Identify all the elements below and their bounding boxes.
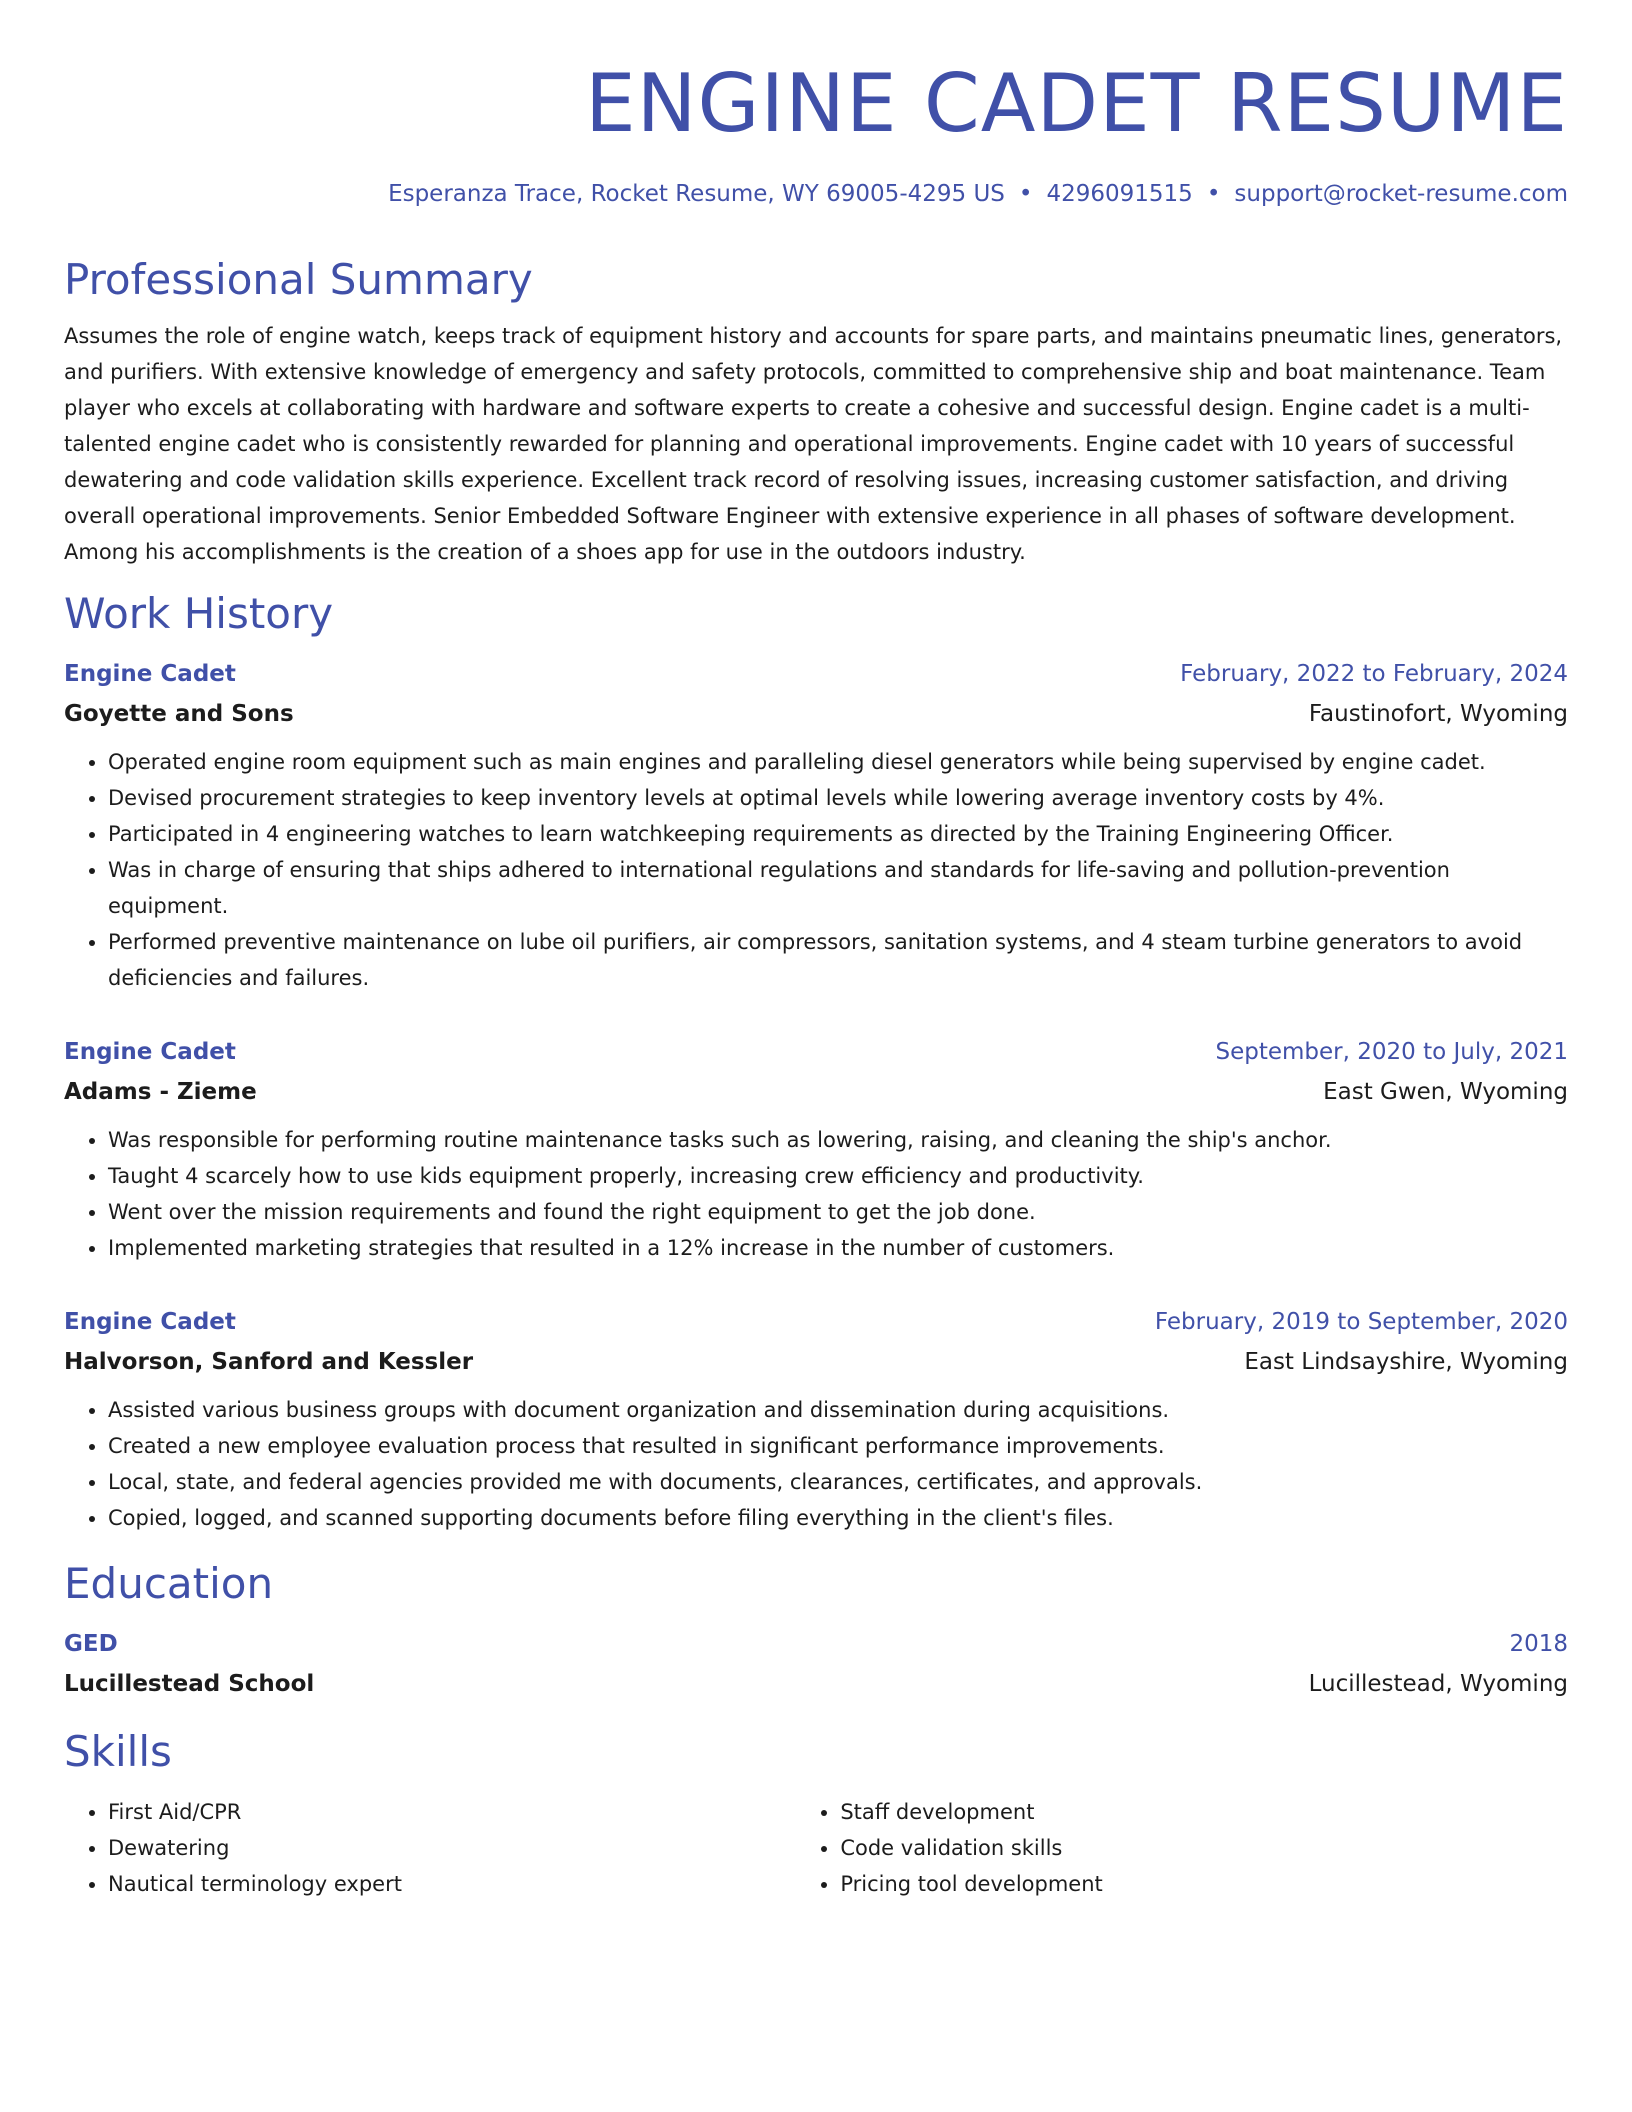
- section-heading-skills: Skills: [64, 1727, 172, 1776]
- skill-item: • Code validation skills: [840, 1830, 1568, 1866]
- job-bullets: [64, 1122, 1568, 1266]
- skills-column-left: [64, 1794, 796, 1902]
- skill-item: • First Aid/CPR: [108, 1794, 796, 1830]
- job-bullet: • Local, state, and federal agencies provided me with documents, clearances, certificates, and approvals.: [108, 1464, 1568, 1500]
- contact-separator: •: [1206, 181, 1221, 207]
- job-bullet: • Was responsible for performing routine maintenance tasks such as lowering, raising, and cleaning the ship's anchor.: [108, 1122, 1568, 1158]
- job-bullet: • Taught 4 scarcely how to use kids equipment properly, increasing crew efficiency and productivity.: [108, 1158, 1568, 1194]
- job-bullet: • Participated in 4 engineering watches to learn watchkeeping requirements as directed by the Training Engineering Officer.: [108, 816, 1568, 852]
- job-title: Engine Cadet: [64, 1039, 236, 1065]
- company-name: Goyette and Sons: [64, 701, 294, 727]
- job-bullet: • Performed preventive maintenance on lube oil purifiers, air compressors, sanitation systems, and 4 steam turbine generators to avoid deficiencies and failures.: [108, 924, 1568, 996]
- contact-line: [64, 178, 1568, 210]
- job-bullets: [64, 1392, 1568, 1536]
- job-dates: February, 2019 to September, 2020: [1154, 1309, 1568, 1335]
- job-entry: [64, 1302, 1568, 1536]
- job-dates: February, 2022 to February, 2024: [1180, 661, 1568, 687]
- skill-item: • Pricing tool development: [840, 1866, 1568, 1902]
- summary-text: Assumes the role of engine watch, keeps track of equipment history and accounts for spare parts, and maintains pneumatic lines, generators, and purifiers. With extensive knowledge of emergency and safety protocols, committed to comprehensive ship and boat maintenance. Team player who excels at collaborating with hardware and software experts to create a cohesive and successful design. Engine cadet is a multi-talented engine cadet who is consistently rewarded for planning and operational improvements. Engine cadet with 10 years of successful dewatering and code validation skills experience. Excellent track record of resolving issues, increasing customer satisfaction, and driving overall operational improvements. Senior Embedded Software Engineer with extensive experience in all phases of software development. Among his accomplishments is the creation of a shoes app for use in the outdoors industry.: [64, 324, 1563, 564]
- company-name: Halvorson, Sanford and Kessler: [64, 1349, 474, 1375]
- resume-title: ENGINE CADET RESUME: [585, 57, 1568, 150]
- job-bullet: • Copied, logged, and scanned supporting documents before filing everything in the client's files.: [108, 1500, 1568, 1536]
- job-dates: September, 2020 to July, 2021: [1215, 1039, 1568, 1065]
- contact-address: Esperanza Trace, Rocket Resume, WY 69005-4295 US: [388, 181, 1005, 207]
- skill-item: • Staff development: [840, 1794, 1568, 1830]
- skill-item: • Nautical terminology expert: [108, 1866, 796, 1902]
- section-heading-education: Education: [64, 1559, 274, 1608]
- job-bullet: • Went over the mission requirements and found the right equipment to get the job done.: [108, 1194, 1568, 1230]
- company-name: Adams - Zieme: [64, 1079, 257, 1105]
- job-bullet: • Implemented marketing strategies that resulted in a 12% increase in the number of customers.: [108, 1230, 1568, 1266]
- contact-phone: 4296091515: [1046, 181, 1193, 207]
- job-bullets: [64, 744, 1568, 996]
- job-location: East Gwen, Wyoming: [1323, 1079, 1568, 1105]
- resume-page: [64, 0, 1568, 1902]
- job-location: Faustinofort, Wyoming: [1308, 701, 1568, 727]
- contact-separator: •: [1018, 181, 1033, 207]
- section-heading-summary: Professional Summary: [64, 255, 533, 304]
- job-bullet: • Assisted various business groups with document organization and dissemination during acquisitions.: [108, 1392, 1568, 1428]
- skill-item: • Dewatering: [108, 1830, 796, 1866]
- skills-list: [64, 1794, 1568, 1902]
- contact-email[interactable]: support@rocket-resume.com: [1234, 181, 1568, 207]
- job-bullet: • Was in charge of ensuring that ships adhered to international regulations and standards for life-saving and pollution-prevention equipment.: [108, 852, 1568, 924]
- school-location: Lucillestead, Wyoming: [1308, 1671, 1568, 1697]
- job-bullet: • Devised procurement strategies to keep inventory levels at optimal levels while lowering average inventory costs by 4%.: [108, 780, 1568, 816]
- education-year: 2018: [1509, 1631, 1568, 1657]
- education-entry: [64, 1624, 1568, 1704]
- job-bullet: • Created a new employee evaluation process that resulted in significant performance improvements.: [108, 1428, 1568, 1464]
- section-heading-work-history: Work History: [64, 589, 334, 638]
- school-name: Lucillestead School: [64, 1671, 315, 1697]
- job-location: East Lindsayshire, Wyoming: [1244, 1349, 1568, 1375]
- job-entry: [64, 1032, 1568, 1266]
- job-title: Engine Cadet: [64, 1309, 236, 1335]
- skills-column-right: [796, 1794, 1568, 1902]
- job-entry: [64, 654, 1568, 996]
- job-title: Engine Cadet: [64, 661, 236, 687]
- job-bullet: • Operated engine room equipment such as main engines and paralleling diesel generators while being supervised by engine cadet.: [108, 744, 1568, 780]
- degree-name: GED: [64, 1631, 118, 1657]
